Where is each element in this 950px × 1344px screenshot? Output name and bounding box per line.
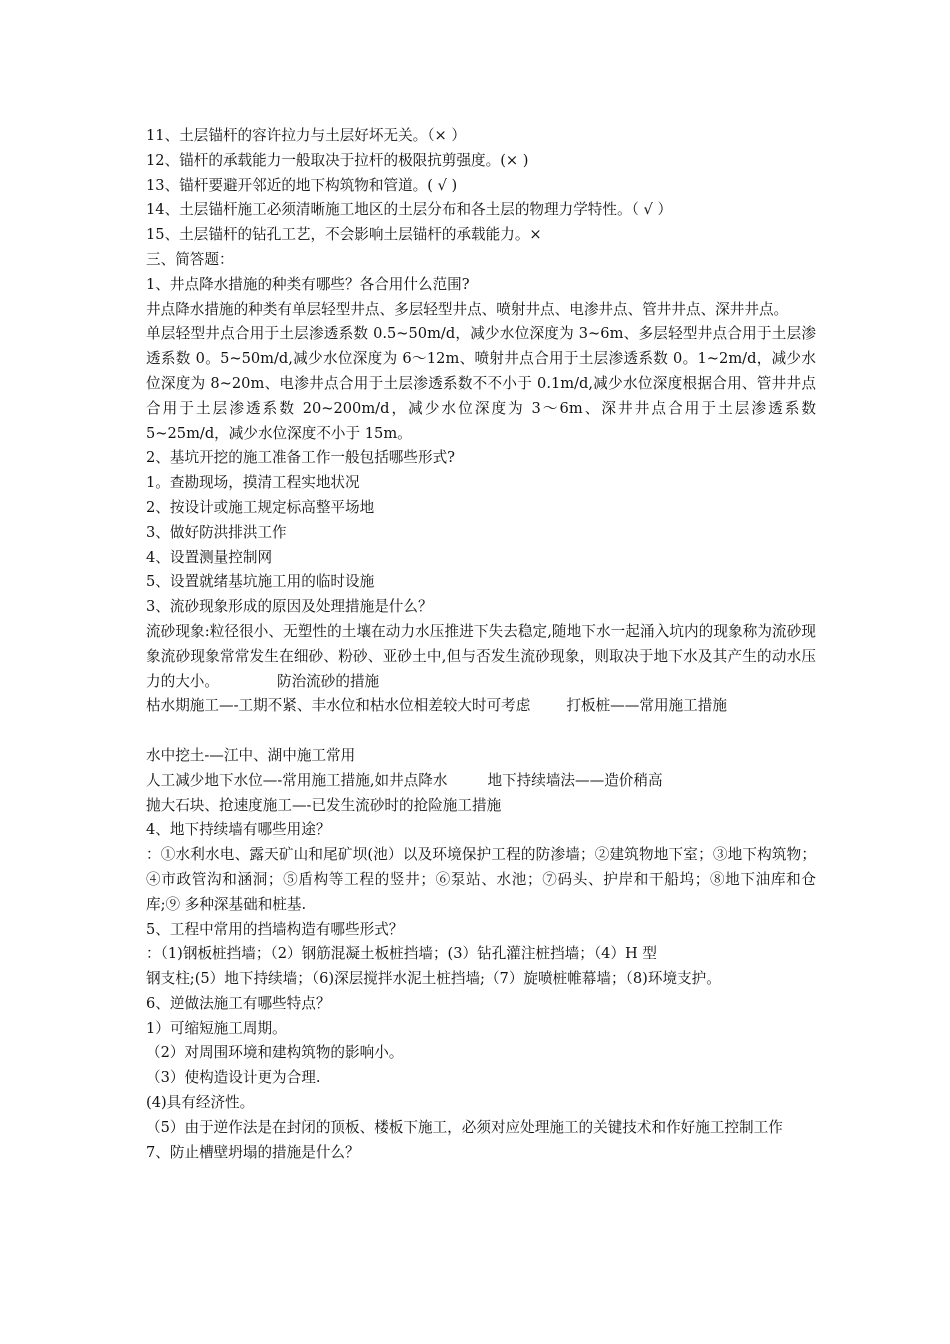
section-title: 三、简答题： [146, 250, 234, 268]
q4-question: 4、地下持续墙有哪些用途？ [146, 821, 331, 839]
q3-answer-text: 流砂现象:粒径很小、无塑性的土壤在动力水压推进下失去稳定,随地下水一起涌入坑内的现象称为流砂现象流砂现象常常发生在细砂、粉砂、亚砂土中,但与否发生流砂现象，则取决于地下水及其产生的动水压力的大小。 [146, 622, 816, 690]
q3-measure-row-1 [146, 694, 816, 719]
judgement-11: 11、土层锚杆的容许拉力与土层好坏无关。（× ） [146, 127, 467, 144]
q4-answer: ：①水利水电、露天矿山和尾矿坝(池）以及环境保护工程的防渗墙；②建筑物地下室；③地下构筑物；④市政管沟和涵洞；⑤盾构等工程的竖井；⑥泵站、水池；⑦码头、护岸和干船坞；⑧地下油库和仓库;⑨ 多种深基础和桩基. [146, 846, 816, 913]
q3-answer [146, 620, 816, 694]
q7-question: 7、防止槽壁坍塌的措施是什么？ [146, 1143, 360, 1161]
q1-answer-ranges: 单层轻型井点合用于土层渗透系数 0.5~50m/d，减少水位深度为 3~6m、多层轻型井点合用于土层渗透系数 0。5~50m/d,减少水位深度为 6～12m、喷射井点合用于土层渗透系数 0。1~2m/d，减少水位深度为 8~20m、电渗井点合用于土层渗透系数不不小于 0.1m/d,减少水位深度根据合用、管井井点合用于土层渗透系数 20~200m/d，减少水位深度为 3～6m、深井井点合用于土层渗透系数 5~25m/d，减少水位深度不小于 15m。 [146, 325, 816, 442]
q1-answer-types: 井点降水措施的种类有单层轻型井点、多层轻型井点、喷射井点、电渗井点、管井井点、深井井点。 [146, 300, 789, 318]
q3-measure-c: 水中挖土-—江中、湖中施工常用 [146, 746, 356, 764]
q3-measure-e: 地下持续墙法——造价稍高 [487, 771, 663, 789]
judgement-13: 13、锚杆要避开邻近的地下构筑物和管道。( √ ) [146, 176, 458, 194]
q3-measure-d: 人工减少地下水位—-常用施工措施,如井点降水 [146, 771, 448, 789]
q1-question: 1、井点降水措施的种类有哪些？各合用什么范围? [146, 275, 470, 293]
judgement-12: 12、锚杆的承载能力一般取决于拉杆的极限抗剪强度。(× ) [146, 151, 529, 169]
q6-item-5: （5）由于逆作法是在封闭的顶板、楼板下施工，必须对应处理施工的关键技术和作好施工控制工作 [146, 1118, 783, 1136]
q5-question: 5、工程中常用的挡墙构造有哪些形式？ [146, 920, 404, 938]
q6-item-1: 1）可缩短施工周期。 [146, 1019, 287, 1037]
q6-item-3: （3）使构造设计更为合理. [146, 1069, 321, 1087]
judgement-15: 15、土层锚杆的钻孔工艺，不会影响土层锚杆的承载能力。× [146, 226, 542, 244]
q5-answer-line-2: 钢支柱;(5）地下持续墙；（6)深层搅拌水泥土桩挡墙;（7）旋喷桩帷幕墙；（8)环境支护。 [146, 970, 721, 988]
q3-measures-title: 防治流砂的措施 [276, 672, 380, 690]
q6-item-2: （2）对周围环境和建构筑物的影响小。 [146, 1044, 404, 1062]
q3-measure-row-2 [146, 769, 816, 794]
q6-item-4: (4)具有经济性。 [146, 1094, 255, 1112]
q5-answer-line-1: ：（1)钢板桩挡墙；（2）钢筋混凝土板桩挡墙；(3）钻孔灌注桩挡墙；（4）H 型 [146, 945, 657, 963]
document-page [146, 124, 816, 1165]
q2-item-4: 4、设置测量控制网 [146, 548, 273, 566]
q2-item-2: 2、按设计或施工规定标高整平场地 [146, 498, 375, 516]
q3-question: 3、流砂现象形成的原因及处理措施是什么？ [146, 598, 433, 616]
q2-item-3: 3、做好防洪排洪工作 [146, 523, 287, 541]
blank-line [146, 719, 816, 744]
q3-measure-b: 打板桩——常用施工措施 [566, 697, 727, 715]
judgement-14: 14、土层锚杆施工必须清晰施工地区的土层分布和各土层的物理力学特性。（ √ ） [146, 201, 673, 219]
q6-question: 6、逆做法施工有哪些特点？ [146, 994, 331, 1012]
q3-measure-f: 抛大石块、抢速度施工—-已发生流砂时的抢险施工措施 [146, 796, 502, 814]
q2-item-1: 1。查勘现场，摸清工程实地状况 [146, 474, 360, 492]
q2-item-5: 5、设置就绪基坑施工用的临时设施 [146, 573, 375, 591]
q3-measure-a: 枯水期施工—-工期不紧、丰水位和枯水位相差较大时可考虑 [146, 697, 531, 715]
q2-question: 2、基坑开挖的施工准备工作一般包括哪些形式? [146, 449, 455, 467]
